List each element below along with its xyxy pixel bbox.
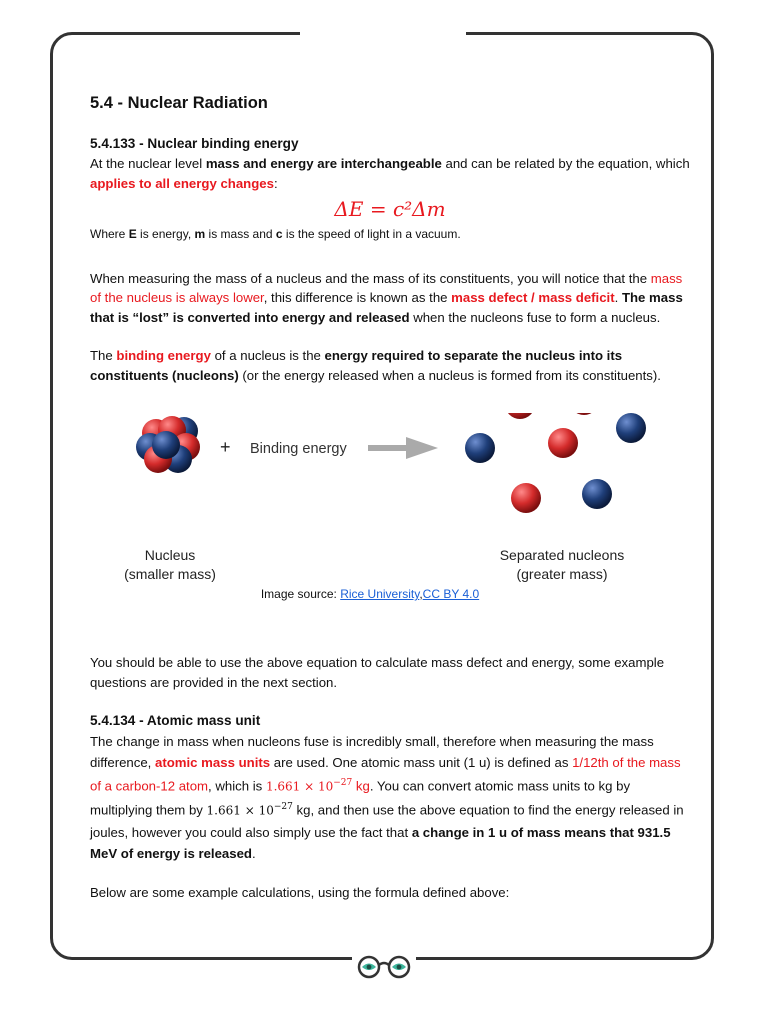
section-title: 5.4 - Nuclear Radiation xyxy=(90,94,268,112)
paragraph-use-equation: You should be able to use the above equation to calculate mass defect and energy, some example questions are provided in the next section. xyxy=(90,655,665,690)
paragraph-where: Where E is energy, m is mass and c is the speed of light in a vacuum. xyxy=(90,227,461,241)
source-link-rice[interactable]: Rice University xyxy=(340,587,420,601)
paragraph-mass-defect: When measuring the mass of a nucleus and the mass of its constituents, you will notice that the mass of the nucleus is always lower, this difference is known as the mass defect / mass deficit. The mass that is “lost” is converted into energy and released when the nucleons fuse to form a nucleus. xyxy=(90,270,683,325)
subsection-title-binding-energy: 5.4.133 - Nuclear binding energy xyxy=(90,136,299,151)
paragraph-mass-energy: At the nuclear level mass and energy are interchangeable and can be related by the equation, which applies to all energy changes: xyxy=(90,156,690,191)
source-link-license[interactable]: CC BY 4.0 xyxy=(422,587,480,601)
plus-sign: + xyxy=(220,437,231,457)
nucleus-caption: Nucleus (smaller mass) xyxy=(124,547,216,582)
glasses-logo-icon xyxy=(352,952,416,980)
equation: ΔE = c²Δm xyxy=(334,197,446,221)
arrow-icon xyxy=(368,437,438,459)
separated-nucleons-caption: Separated nucleons (greater mass) xyxy=(499,547,625,582)
separated-nucleons xyxy=(465,413,646,513)
nucleus-diagram xyxy=(90,413,670,553)
image-source: Image source: Rice University,CC BY 4.0 xyxy=(260,587,480,601)
nucleus-cluster xyxy=(136,416,200,473)
paragraph-examples-intro: Below are some example calculations, using the formula defined above: xyxy=(90,884,510,900)
document-content xyxy=(90,92,690,921)
binding-energy-label: Binding energy xyxy=(250,441,347,457)
frame-gap xyxy=(300,26,466,40)
paragraph-binding-energy: The binding energy of a nucleus is the energy required to separate the nucleus into its constituents (nucleons) (or the energy released when a nucleus is formed from its constituents). xyxy=(90,348,661,383)
subsection-title-atomic-mass-unit: 5.4.134 - Atomic mass unit xyxy=(90,713,261,728)
binding-energy-figure xyxy=(90,413,690,663)
paragraph-atomic-mass-unit: The change in mass when nucleons fuse is incredibly small, therefore when measuring the mass difference, atomic mass units are used. One atomic mass unit (1 u) is defined as 1/12th of the mass of a carbon-12 atom, which is $1.661 \times 10^{-27}$ kg. You can convert atomic mass units to kg by multiplying them by $1.661 \times 10^{-27}$ kg, and then use the above equation to find the energy released in joules, however you could also simply use the fact that a change in 1 u of mass means that 931.5 MeV of energy is released. xyxy=(90,734,684,861)
